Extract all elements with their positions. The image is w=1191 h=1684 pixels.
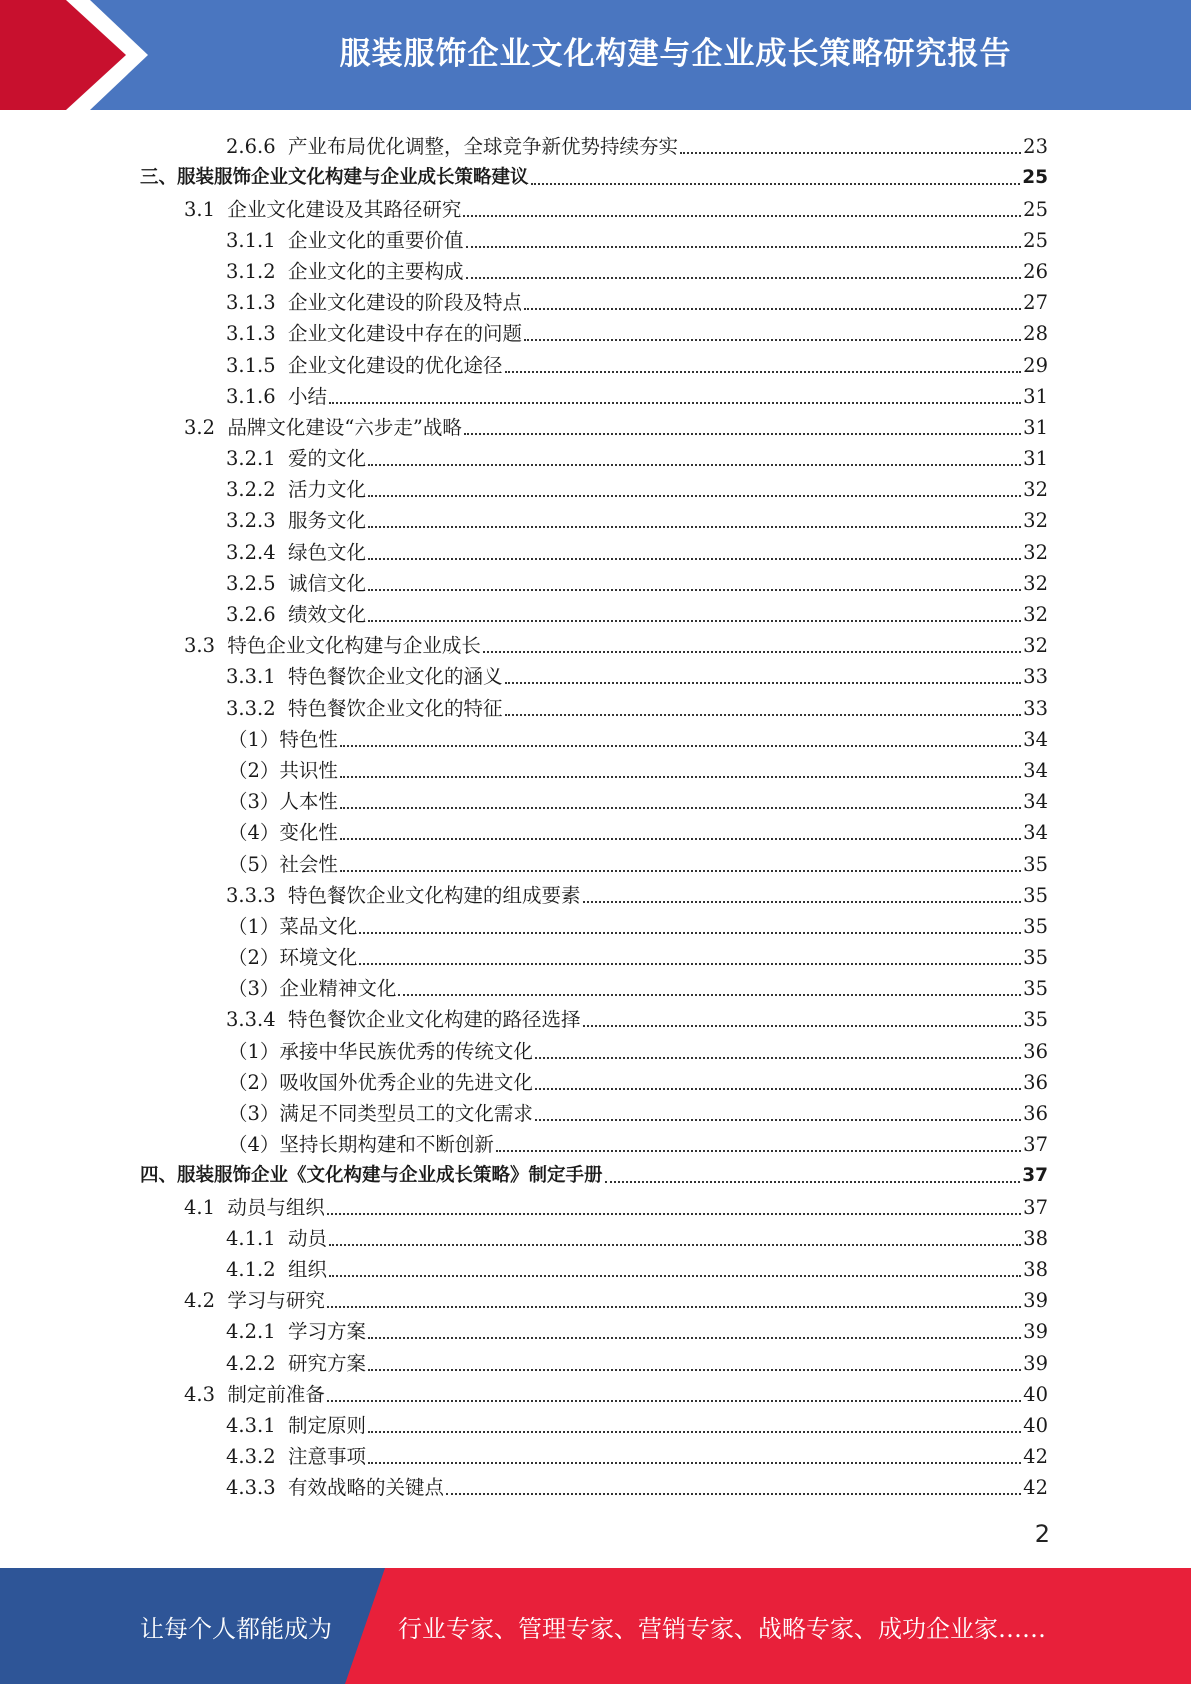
- toc-entry[interactable]: [140, 378, 1048, 409]
- toc-dot-leader: [535, 1088, 1021, 1090]
- toc-entry[interactable]: [140, 1313, 1048, 1344]
- toc-entry-page: 35: [1023, 946, 1048, 970]
- toc-entry-title: 4.3.2 注意事项: [226, 1445, 367, 1469]
- toc-entry-title: （3）满足不同类型员工的文化需求: [228, 1102, 533, 1125]
- toc-entry[interactable]: [140, 939, 1048, 970]
- toc-entry[interactable]: [140, 1188, 1048, 1219]
- toc-dot-leader: [505, 371, 1022, 373]
- toc-dot-leader: [531, 183, 1021, 185]
- page-header: [0, 0, 1191, 110]
- toc-entry[interactable]: [140, 752, 1048, 783]
- toc-entry-page: 31: [1023, 384, 1048, 408]
- toc-entry-title: 4.3.3 有效战略的关键点: [226, 1476, 445, 1500]
- toc-entry-page: 27: [1023, 291, 1048, 315]
- toc-entry[interactable]: [140, 409, 1048, 440]
- toc-entry[interactable]: [140, 1001, 1048, 1032]
- toc-entry[interactable]: [140, 1126, 1048, 1157]
- toc-dot-leader: [483, 651, 1021, 653]
- toc-dot-leader: [327, 1306, 1021, 1308]
- toc-entry[interactable]: [140, 721, 1048, 752]
- toc-entry-title: 4.2.1 学习方案: [226, 1320, 367, 1344]
- toc-dot-leader: [463, 215, 1021, 217]
- toc-entry-title: 3.3.4 特色餐饮企业文化构建的路径选择: [226, 1008, 581, 1032]
- toc-dot-leader: [535, 1057, 1021, 1059]
- toc-entry[interactable]: [140, 1064, 1048, 1095]
- toc-entry[interactable]: [140, 222, 1048, 253]
- toc-entry-title: 3.2.4 绿色文化: [226, 540, 367, 564]
- toc-entry-title: 3.2.5 诚信文化: [226, 571, 367, 595]
- toc-entry-page: 39: [1023, 1351, 1048, 1375]
- toc-entry-page: 42: [1023, 1476, 1048, 1500]
- toc-dot-leader: [466, 246, 1022, 248]
- toc-dot-leader: [340, 838, 1021, 840]
- toc-dot-leader: [368, 589, 1021, 591]
- toc-entry-title: 3.2 品牌文化建设“六步走”战略: [184, 415, 462, 439]
- toc-entry-page: 35: [1023, 914, 1048, 938]
- footer-slogan-right: 行业专家、管理专家、营销专家、战略专家、成功企业家……: [398, 1614, 1046, 1643]
- toc-entry-page: 32: [1023, 571, 1048, 595]
- toc-entry-title: 2.6.6 产业布局优化调整，全球竞争新优势持续夯实: [226, 135, 679, 159]
- toc-entry[interactable]: [140, 689, 1048, 720]
- toc-entry-page: 25: [1023, 228, 1048, 252]
- toc-entry-title: 3.3 特色企业文化构建与企业成长: [184, 634, 481, 658]
- toc-entry-title: （1）菜品文化: [228, 914, 358, 938]
- toc-entry-page: 34: [1023, 821, 1048, 845]
- toc-entry-title: 3.3.3 特色餐饮企业文化构建的组成要素: [226, 883, 581, 907]
- toc-entry-page: 38: [1023, 1226, 1048, 1250]
- toc-entry[interactable]: [140, 908, 1048, 939]
- toc-entry[interactable]: [140, 596, 1048, 627]
- toc-entry[interactable]: [140, 1282, 1048, 1313]
- toc-dot-leader: [368, 1337, 1021, 1339]
- toc-entry-title: （3）人本性: [228, 790, 338, 814]
- toc-entry-page: 37: [1022, 1165, 1048, 1187]
- arrow-chevron-icon: [0, 0, 160, 110]
- toc-entry-page: 25: [1023, 197, 1048, 221]
- toc-entry[interactable]: [140, 845, 1048, 876]
- toc-dot-leader: [446, 1493, 1021, 1495]
- toc-entry-title: （4）坚持长期构建和不断创新: [228, 1133, 494, 1157]
- toc-entry[interactable]: [140, 1251, 1048, 1282]
- toc-entry-page: 32: [1023, 540, 1048, 564]
- toc-entry[interactable]: [140, 1407, 1048, 1438]
- toc-entry-page: 35: [1023, 977, 1048, 1001]
- toc-entry-title: 三、服装服饰企业文化构建与企业成长策略建议: [140, 167, 529, 189]
- toc-entry-title: 3.1 企业文化建设及其路径研究: [184, 197, 462, 221]
- toc-dot-leader: [340, 807, 1021, 809]
- toc-entry-page: 32: [1023, 603, 1048, 626]
- toc-entry-page: 32: [1023, 634, 1048, 658]
- toc-entry-title: 4.3.1 制定原则: [226, 1413, 367, 1437]
- toc-entry-title: （5）社会性: [228, 852, 338, 876]
- toc-entry-title: （1）特色性: [228, 727, 338, 751]
- toc-entry-title: 3.1.3 企业文化建设中存在的问题: [226, 322, 523, 346]
- toc-dot-leader: [368, 1462, 1021, 1464]
- toc-dot-leader: [368, 464, 1021, 466]
- toc-entry-page: 34: [1023, 758, 1048, 782]
- toc-entry-page: 31: [1023, 447, 1048, 471]
- toc-entry-page: 40: [1023, 1382, 1048, 1406]
- toc-entry-page: 34: [1023, 790, 1048, 814]
- toc-dot-leader: [368, 1369, 1021, 1371]
- toc-dot-leader: [368, 1431, 1021, 1433]
- toc-entry[interactable]: [140, 1032, 1048, 1063]
- toc-entry[interactable]: [140, 284, 1048, 315]
- toc-entry-title: 3.3.1 特色餐饮企业文化的涵义: [226, 665, 503, 689]
- toc-entry-page: 35: [1023, 883, 1048, 907]
- toc-entry-title: 3.1.3 企业文化建设的阶段及特点: [226, 291, 523, 315]
- toc-entry-page: 26: [1023, 259, 1048, 283]
- toc-entry-page: 40: [1023, 1413, 1048, 1437]
- report-title: 服装服饰企业文化构建与企业成长策略研究报告: [339, 35, 1012, 72]
- toc-entry-title: 3.1.5 企业文化建设的优化途径: [226, 353, 503, 377]
- toc-dot-leader: [340, 870, 1021, 872]
- toc-entry-title: （3）企业精神文化: [228, 977, 397, 1001]
- toc-entry[interactable]: [140, 315, 1048, 346]
- toc-dot-leader: [605, 1181, 1021, 1183]
- toc-entry-page: 36: [1023, 1102, 1048, 1125]
- toc-entry-page: 32: [1023, 509, 1048, 533]
- toc-entry-page: 34: [1023, 727, 1048, 751]
- toc-entry-title: （2）吸收国外优秀企业的先进文化: [228, 1070, 533, 1094]
- toc-entry-page: 36: [1023, 1070, 1048, 1094]
- toc-entry[interactable]: [140, 440, 1048, 471]
- toc-entry[interactable]: [140, 1157, 1048, 1188]
- toc-entry-page: 33: [1023, 696, 1048, 720]
- toc-entry[interactable]: [140, 128, 1048, 159]
- page-number: 2: [1034, 1520, 1050, 1548]
- toc-entry[interactable]: [140, 253, 1048, 284]
- toc-entry-page: 29: [1023, 353, 1048, 377]
- toc-dot-leader: [340, 745, 1021, 747]
- toc-entry-page: 36: [1023, 1039, 1048, 1063]
- toc-dot-leader: [583, 1025, 1022, 1027]
- toc-entry-page: 39: [1023, 1320, 1048, 1344]
- toc-entry-page: 28: [1023, 322, 1048, 346]
- toc-dot-leader: [680, 152, 1021, 154]
- toc-entry-title: 4.3 制定前准备: [184, 1382, 325, 1406]
- toc-entry-title: 3.2.6 绩效文化: [226, 603, 367, 626]
- toc-dot-leader: [466, 277, 1022, 279]
- toc-dot-leader: [368, 558, 1021, 560]
- toc-dot-leader: [583, 901, 1022, 903]
- page-footer: [0, 1568, 1191, 1684]
- toc-entry-title: 4.2.2 研究方案: [226, 1351, 367, 1375]
- toc-entry-page: 25: [1022, 167, 1048, 189]
- toc-dot-leader: [329, 402, 1021, 404]
- toc-entry-page: 35: [1023, 1008, 1048, 1032]
- toc-dot-leader: [368, 526, 1021, 528]
- toc-entry[interactable]: [140, 471, 1048, 502]
- toc-entry-title: （4）变化性: [228, 821, 338, 845]
- toc-entry[interactable]: [140, 1220, 1048, 1251]
- toc-entry-title: （2）共识性: [228, 758, 338, 782]
- toc-dot-leader: [496, 1150, 1021, 1152]
- toc-entry-title: 3.1.6 小结: [226, 384, 328, 408]
- toc-entry[interactable]: [140, 1344, 1048, 1375]
- toc-dot-leader: [368, 495, 1021, 497]
- toc-entry-title: 3.1.1 企业文化的重要价值: [226, 228, 464, 252]
- toc-entry-page: 42: [1023, 1445, 1048, 1469]
- toc-entry[interactable]: [140, 1438, 1048, 1469]
- toc-entry[interactable]: [140, 190, 1048, 221]
- toc-entry-page: 31: [1023, 415, 1048, 439]
- toc-entry[interactable]: [140, 814, 1048, 845]
- toc-entry-page: 38: [1023, 1257, 1048, 1281]
- toc-entry-page: 23: [1023, 135, 1048, 159]
- toc-entry[interactable]: [140, 533, 1048, 564]
- toc-entry-title: 四、服装服饰企业《文化构建与企业成长策略》制定手册: [140, 1165, 603, 1187]
- toc-entry[interactable]: [140, 1469, 1048, 1500]
- toc-entry-title: 3.1.2 企业文化的主要构成: [226, 259, 464, 283]
- toc-entry-title: （2）环境文化: [228, 946, 358, 970]
- footer-slogan-left: 让每个人都能成为: [140, 1614, 332, 1643]
- toc-dot-leader: [505, 714, 1022, 716]
- toc-dot-leader: [359, 963, 1021, 965]
- toc-entry-title: （1）承接中华民族优秀的传统文化: [228, 1039, 533, 1063]
- toc-entry-page: 39: [1023, 1289, 1048, 1313]
- toc-dot-leader: [327, 1400, 1021, 1402]
- toc-entry-title: 4.1 动员与组织: [184, 1195, 325, 1219]
- toc-dot-leader: [524, 308, 1021, 310]
- toc-dot-leader: [329, 1275, 1021, 1277]
- toc-dot-leader: [368, 620, 1021, 622]
- toc-entry[interactable]: [140, 502, 1048, 533]
- toc-entry-page: 33: [1023, 665, 1048, 689]
- toc-entry[interactable]: [140, 159, 1048, 190]
- toc-entry[interactable]: [140, 1376, 1048, 1407]
- toc-entry-page: 37: [1023, 1195, 1048, 1219]
- toc-entry-page: 37: [1023, 1133, 1048, 1157]
- toc-dot-leader: [464, 433, 1021, 435]
- toc-entry-title: 3.2.1 爱的文化: [226, 447, 367, 471]
- toc-entry[interactable]: [140, 627, 1048, 658]
- toc-entry-page: 32: [1023, 478, 1048, 502]
- toc-dot-leader: [329, 1244, 1021, 1246]
- toc-entry-title: 3.3.2 特色餐饮企业文化的特征: [226, 696, 503, 720]
- toc-entry[interactable]: [140, 877, 1048, 908]
- toc-dot-leader: [524, 339, 1021, 341]
- toc-entry[interactable]: [140, 783, 1048, 814]
- toc-entry-title: 3.2.2 活力文化: [226, 478, 367, 502]
- toc-dot-leader: [398, 994, 1021, 996]
- toc-entry[interactable]: [140, 658, 1048, 689]
- toc-entry[interactable]: [140, 346, 1048, 377]
- toc-entry-page: 35: [1023, 852, 1048, 876]
- toc-entry[interactable]: [140, 970, 1048, 1001]
- toc-dot-leader: [327, 1213, 1021, 1215]
- toc-dot-leader: [340, 776, 1021, 778]
- toc-dot-leader: [505, 682, 1022, 684]
- toc-entry-title: 3.2.3 服务文化: [226, 509, 367, 533]
- table-of-contents: [140, 128, 1048, 1500]
- toc-entry-title: 4.1.2 组织: [226, 1257, 328, 1281]
- toc-entry[interactable]: [140, 565, 1048, 596]
- toc-dot-leader: [535, 1119, 1021, 1121]
- toc-entry-title: 4.2 学习与研究: [184, 1289, 325, 1313]
- toc-entry-title: 4.1.1 动员: [226, 1226, 328, 1250]
- toc-dot-leader: [359, 932, 1021, 934]
- toc-entry[interactable]: [140, 1095, 1048, 1126]
